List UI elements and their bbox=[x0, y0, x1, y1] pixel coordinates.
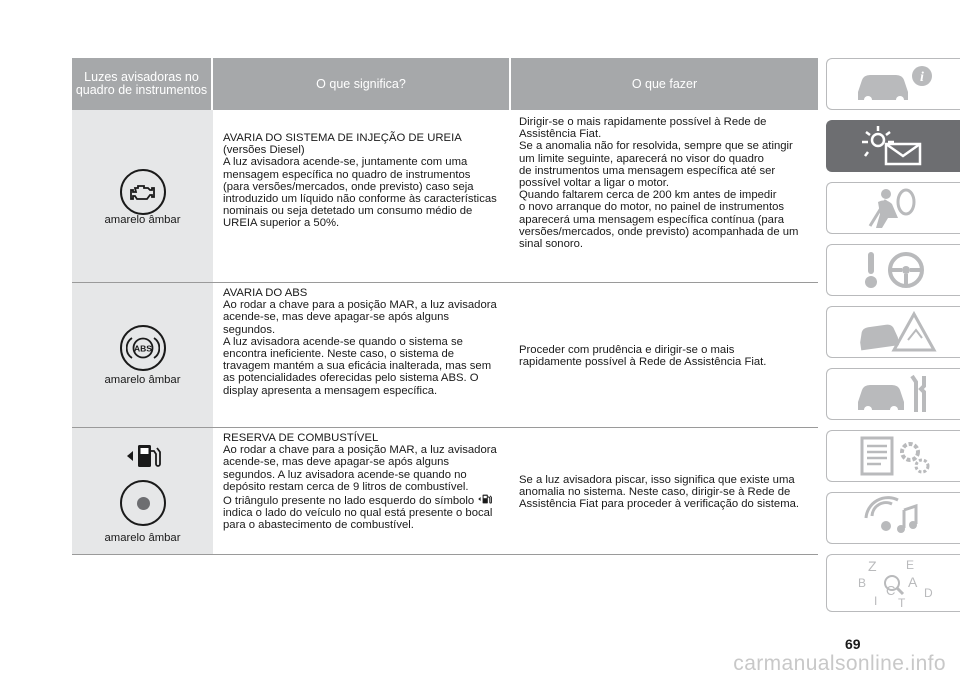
index-letter: D bbox=[923, 586, 933, 600]
table-row bbox=[72, 110, 818, 283]
index-letter: E bbox=[905, 558, 914, 572]
action-line: Assistência Fiat. bbox=[519, 128, 602, 141]
light-cell bbox=[72, 283, 213, 427]
action-line: Dirigir-se o mais rapidamente possível à Rede de bbox=[519, 116, 767, 128]
fuel-pump-icon bbox=[124, 442, 164, 470]
index-letter: B bbox=[857, 576, 866, 590]
meaning-line: mensagem específica no quadro de instrumentos bbox=[223, 168, 471, 181]
index-letter: A bbox=[907, 574, 917, 590]
meaning-cell bbox=[213, 428, 509, 554]
action-line: anomalia no sistema. Neste caso, dirigir-se à Rede de bbox=[519, 485, 791, 498]
meaning-line: as potencialidades oferecidas pelo sistema ABS. O bbox=[223, 372, 479, 385]
action-line: rapidamente possível à Rede de Assistência Fiat. bbox=[519, 356, 767, 368]
car-info-icon bbox=[848, 62, 940, 106]
watermark: carmanualsonline.info bbox=[733, 652, 946, 675]
abs-icon bbox=[120, 325, 166, 371]
meaning-line: acende-se, mas deve apagar-se após alguns bbox=[223, 311, 450, 324]
action-line: Proceder com prudência e dirigir-se o mais bbox=[519, 343, 735, 356]
meaning-line: A luz avisadora acende-se, juntamente com uma bbox=[223, 156, 468, 169]
meaning-line: segundos. bbox=[223, 323, 276, 336]
action-line: de instrumentos uma mensagem específica até ser bbox=[519, 164, 776, 177]
tab-warning-lights[interactable] bbox=[826, 120, 960, 172]
index-letter: C bbox=[885, 583, 895, 598]
tab-multimedia[interactable] bbox=[826, 492, 960, 544]
index-letter: Z bbox=[867, 558, 877, 574]
meaning-line: (para versões/mercados, onde previsto) caso seja bbox=[223, 180, 474, 193]
action-line: Assistência Fiat para proceder à verificação do sistema. bbox=[519, 498, 800, 511]
starting-driving-icon bbox=[848, 248, 940, 292]
safety-airbag-icon bbox=[848, 186, 940, 230]
tab-starting-driving[interactable] bbox=[826, 244, 960, 296]
meaning-line: encontra ineficiente. Neste caso, o sistema de bbox=[223, 348, 455, 361]
engine-check-icon bbox=[120, 169, 166, 215]
warning-lights-messages-icon bbox=[848, 124, 940, 168]
tab-safety[interactable] bbox=[826, 182, 960, 234]
light-color-caption: amarelo âmbar bbox=[104, 214, 181, 226]
light-cell bbox=[72, 110, 213, 282]
action-cell bbox=[509, 428, 818, 554]
meaning-line: travagem mantém a sua eficácia inalterada, mas sem bbox=[223, 360, 492, 373]
meaning-line-with-icon bbox=[223, 493, 505, 507]
table-row bbox=[72, 428, 818, 555]
meaning-line: AVARIA DO SISTEMA DE INJEÇÃO DE UREIA bbox=[223, 132, 462, 144]
action-line: Quando faltarem cerca de 200 km antes de impedir bbox=[519, 189, 777, 202]
meaning-line: depósito restam cerca de 9 litros de combustível. bbox=[223, 480, 469, 493]
light-color-caption: amarelo âmbar bbox=[104, 374, 181, 386]
index-letter: T bbox=[897, 596, 905, 609]
action-text bbox=[519, 474, 799, 511]
meaning-line: para o abastecimento de combustível. bbox=[223, 519, 414, 532]
meaning-cell bbox=[213, 283, 509, 427]
technical-data-icon bbox=[848, 434, 940, 478]
action-line: sinal sonoro. bbox=[519, 238, 584, 251]
tab-index[interactable] bbox=[826, 554, 960, 612]
meaning-line: A luz avisadora acende-se quando o sistema se bbox=[223, 335, 463, 348]
meaning-line: indica o lado do veículo no qual está presente o bocal bbox=[223, 507, 493, 520]
light-cell bbox=[72, 428, 213, 554]
meaning-line: display apresenta a mensagem específica. bbox=[223, 384, 438, 397]
meaning-cell bbox=[213, 110, 509, 282]
indicator-lamp-icon bbox=[120, 480, 166, 526]
meaning-line: RESERVA DE COMBUSTÍVEL bbox=[223, 432, 379, 444]
light-color-caption: amarelo âmbar bbox=[104, 532, 181, 544]
meaning-line: segundos. A luz avisadora acende-se quando no bbox=[223, 468, 467, 481]
meaning-line: Ao rodar a chave para a posição MAR, a luz avisadora bbox=[223, 444, 497, 457]
action-cell bbox=[509, 283, 818, 427]
page-number: 69 bbox=[845, 636, 861, 652]
meaning-line: UREIA superior a 50%. bbox=[223, 217, 340, 230]
table-row bbox=[72, 283, 818, 428]
meaning-line: (versões Diesel) bbox=[223, 144, 305, 157]
emergency-icon bbox=[848, 310, 940, 354]
header-col-meaning: O que significa? bbox=[213, 58, 509, 110]
multimedia-icon bbox=[848, 496, 940, 540]
index-icon bbox=[848, 557, 940, 609]
action-text bbox=[519, 344, 766, 368]
action-line: possível voltar a ligar o motor. bbox=[519, 177, 670, 190]
action-cell bbox=[509, 110, 818, 282]
table-header bbox=[72, 58, 818, 110]
meaning-line: introduzido um líquido não conforme às características bbox=[223, 193, 497, 206]
fuel-pump-inline-icon bbox=[477, 493, 493, 505]
action-line: versões/mercados, onde previsto) acompanhada de um bbox=[519, 225, 799, 238]
abs-icon-text: ABS bbox=[134, 343, 152, 354]
action-line: o novo arranque do motor, no painel de instrumentos bbox=[519, 201, 785, 214]
warning-lights-table bbox=[72, 58, 818, 555]
action-line: Se a luz avisadora piscar, isso significa que existe uma bbox=[519, 473, 795, 486]
meaning-line: Ao rodar a chave para a posição MAR, a luz avisadora bbox=[223, 299, 497, 312]
header-col-lights: Luzes avisadoras no quadro de instrumentos bbox=[72, 58, 211, 110]
header-col-action: O que fazer bbox=[511, 58, 818, 110]
tab-car-info[interactable] bbox=[826, 58, 960, 110]
meaning-line: acende-se, mas deve apagar-se após alguns bbox=[223, 456, 450, 469]
tab-maintenance[interactable] bbox=[826, 368, 960, 420]
tab-technical-data[interactable] bbox=[826, 430, 960, 482]
svg-text:i: i bbox=[919, 70, 924, 85]
maintenance-icon bbox=[848, 372, 940, 416]
action-line: um limite seguinte, aparecerá no visor do quadro bbox=[519, 152, 764, 165]
action-line: Se a anomalia não for resolvida, sempre que se atingir bbox=[519, 140, 793, 153]
tab-emergency[interactable] bbox=[826, 306, 960, 358]
index-letter: I bbox=[873, 594, 877, 608]
lamp-dot-icon bbox=[137, 497, 150, 510]
meaning-line-text: O triângulo presente no lado esquerdo do símbolo bbox=[223, 495, 475, 508]
meaning-line: AVARIA DO ABS bbox=[223, 287, 308, 299]
action-line: aparecerá uma mensagem específica contínua (para bbox=[519, 213, 784, 226]
meaning-line: nominais ou seja detetado um consumo médio de bbox=[223, 205, 473, 218]
